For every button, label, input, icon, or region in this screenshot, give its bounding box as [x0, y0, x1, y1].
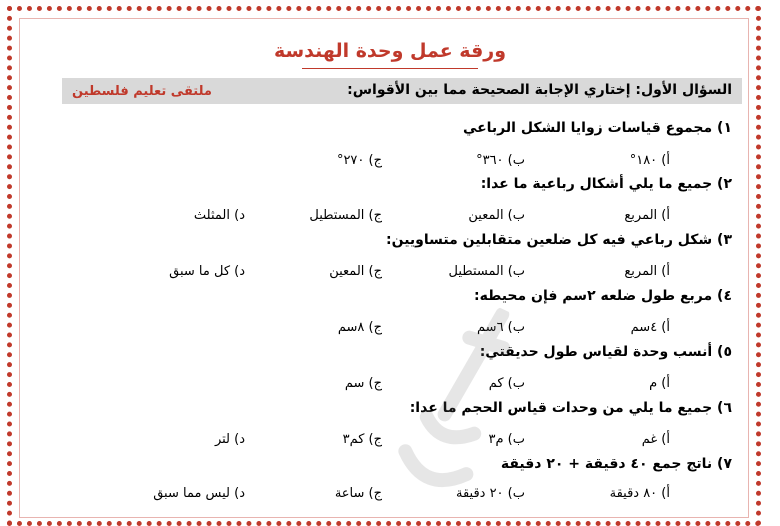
question-1: ١) مجموع قياسات زوايا الشكل الرباعي: [462, 120, 732, 136]
title-underline: [302, 68, 478, 69]
q5-option-b: ب) كم: [488, 376, 525, 391]
q2-option-d: د) المثلث: [193, 208, 245, 223]
question-6: ٦) جميع ما يلي من وحدات قياس الحجم ما عدا:: [409, 400, 732, 416]
q7-option-d: د) ليس مما سبق: [153, 486, 245, 501]
q1-option-a: أ) ١٨٠°: [629, 153, 670, 168]
q7-option-b: ب) ٢٠ دقيقة: [455, 486, 525, 501]
q4-option-b: ب) ٦سم: [477, 320, 525, 335]
page-title: ورقة عمل وحدة الهندسة: [273, 40, 507, 62]
q6-option-b: ب) م٣: [488, 432, 525, 447]
q6-option-d: د) لتر: [214, 432, 245, 447]
question-3: ٣) شكل رباعي فيه كل ضلعين متقابلين متساويين:: [386, 232, 732, 248]
q5-option-c: ج) سم: [344, 376, 382, 391]
q6-option-c: ج) كم٣: [342, 432, 382, 447]
q1-option-c: ج) ٢٧٠°: [336, 153, 382, 168]
q2-option-c: ج) المستطيل: [309, 208, 382, 223]
q2-option-a: أ) المربع: [624, 208, 670, 223]
q6-option-a: أ) غم: [641, 432, 670, 447]
q3-option-c: ج) المعين: [329, 264, 382, 279]
question-5: ٥) أنسب وحدة لقياس طول حديقتي:: [479, 344, 732, 360]
q2-option-b: ب) المعين: [468, 208, 525, 223]
q7-option-a: أ) ٨٠ دقيقة: [609, 486, 670, 501]
q3-option-a: أ) المربع: [624, 264, 670, 279]
q3-option-b: ب) المستطيل: [448, 264, 525, 279]
q1-option-b: ب) ٣٦٠°: [476, 153, 525, 168]
brand-label: ملتقى تعليم فلسطين: [72, 84, 212, 99]
question-4: ٤) مربع طول ضلعه ٢سم فإن محيطه:: [473, 288, 732, 304]
q4-option-a: أ) ٤سم: [630, 320, 670, 335]
q4-option-c: ج) ٨سم: [337, 320, 382, 335]
q7-option-c: ج) ساعة: [334, 486, 382, 501]
q5-option-a: أ) م: [649, 376, 670, 391]
section-heading: السؤال الأول: إختاري الإجابة الصحيحة مما بين الأقواس:: [347, 82, 732, 98]
question-7: ٧) ناتج جمع ٤٠ دقيقة + ٢٠ دقيقة: [500, 456, 732, 472]
q3-option-d: د) كل ما سبق: [169, 264, 245, 279]
question-2: ٢) جميع ما يلي أشكال رباعية ما عدا:: [480, 176, 732, 192]
